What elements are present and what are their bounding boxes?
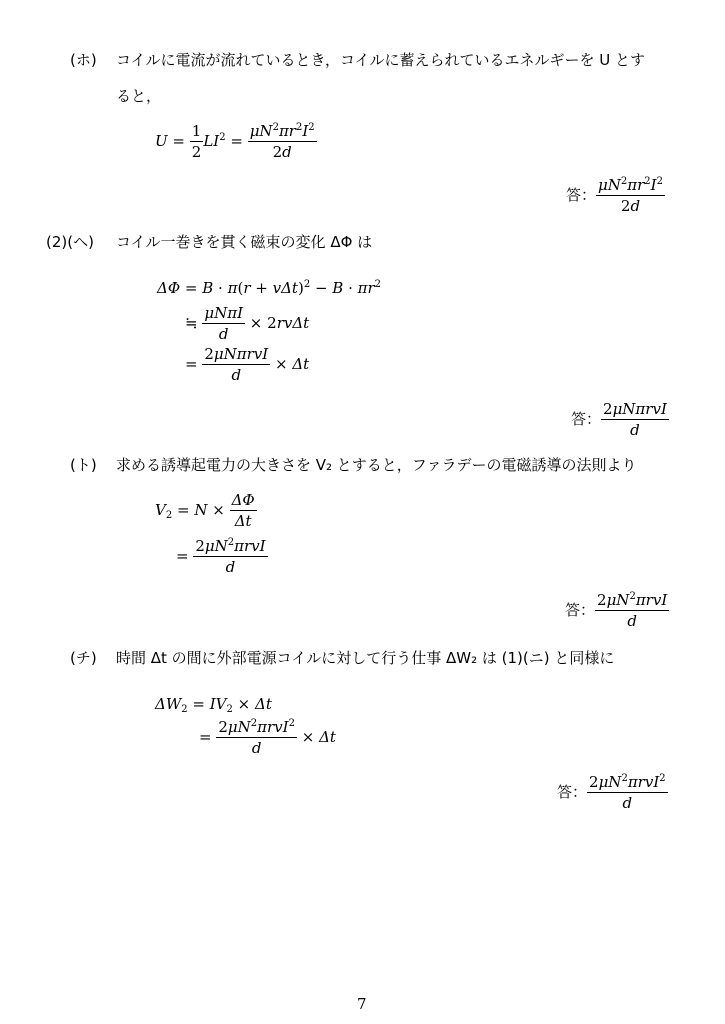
he-equation-line1: $\Delta\Phi = B \cdot \pi(r + v\Delta t)^2 - B \cdot \pi r^2$ xyxy=(157,279,382,297)
chi-text: 時間 Δt の間に外部電源コイルに対して行う仕事 ΔW₂ は (1)(ニ) と同様に xyxy=(116,649,615,667)
chi-equation-line1: $\Delta W_2 = IV_2 \times \Delta t$ xyxy=(155,695,272,715)
he-equation-line2: ≒ $\frac{\text{μNπI}}{d}$ × 2rvΔt xyxy=(185,304,310,343)
to-equation-line1: $V_2 = N$ × $\frac{\Delta\Phi}{\Delta t}$ xyxy=(155,491,255,530)
approx-sign: ≒ xyxy=(185,314,198,332)
ho-equation: U = $\frac{1}{2}$ $LI^2$ = $\frac{\mu N^2\pi r^2I^2}{2d}$ xyxy=(155,122,315,161)
he-equation-line3: = $\frac{\text{2μNπrvI}}{d}$ × Δt xyxy=(185,345,310,384)
chi-equation-line2: = $\frac{2\mu N^2\pi rvI^2}{d}$ × Δt xyxy=(199,718,336,757)
page-number: 7 xyxy=(357,995,367,1013)
answer-label: 答： xyxy=(571,410,602,428)
to-equation-line2: = $\frac{2\mu N^2\pi rvI}{d}$ xyxy=(176,537,266,576)
answer-label: 答： xyxy=(557,783,588,801)
to-text: 求める誘導起電力の大きさを V₂ とすると，ファラデーの電磁誘導の法則より xyxy=(116,456,637,474)
chi-answer: 答： $\frac{2\mu N^2\pi rvI^2}{d}$ xyxy=(557,773,666,812)
section-label-to: (ト) xyxy=(70,456,97,474)
he-text: コイル一巻きを貫く磁束の変化 ΔΦ は xyxy=(116,233,373,251)
answer-label: 答： xyxy=(565,601,596,619)
to-answer: 答： $\frac{2\mu N^2\pi rvI}{d}$ xyxy=(565,591,668,630)
ho-text-line2: ると， xyxy=(116,87,162,105)
section-label-chi: (チ) xyxy=(70,649,97,667)
ho-text-line1: コイルに電流が流れているとき，コイルに蓄えられているエネルギーを U とす xyxy=(116,51,646,69)
he-answer: 答： $\frac{\text{2μNπrvI}}{d}$ xyxy=(571,400,667,439)
section-label-ho: (ホ) xyxy=(70,51,97,69)
answer-label: 答： xyxy=(566,186,597,204)
section-label-he: (2)(ヘ) xyxy=(46,233,94,251)
ho-answer: 答： $\frac{\mu N^2\pi r^2I^2}{2d}$ xyxy=(566,176,663,215)
